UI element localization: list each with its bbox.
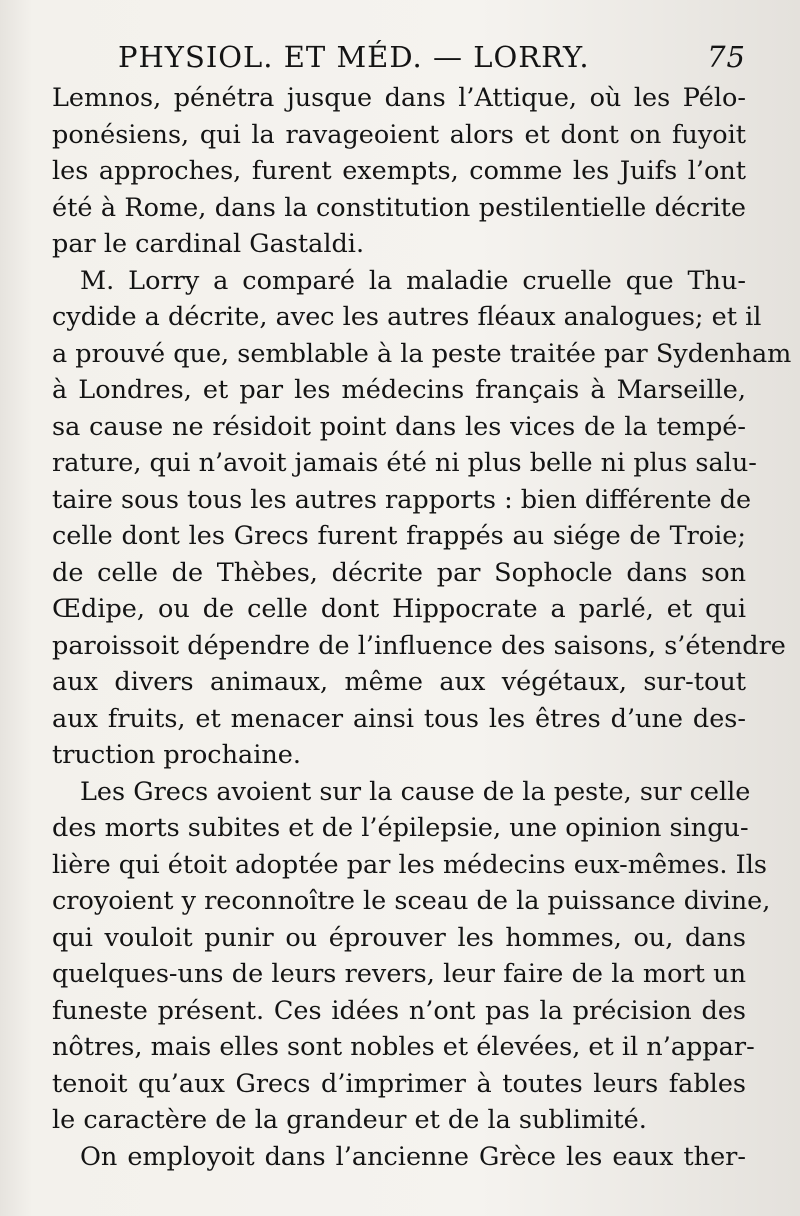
text-line: à Londres, et par les médecins français à Marseille, bbox=[52, 375, 746, 405]
body-text bbox=[52, 80, 792, 1175]
text-line: de celle de Thèbes, décrite par Sophocle dans son bbox=[52, 557, 746, 588]
text-line: sa cause ne résidoit point dans les vices de la tempé- bbox=[52, 411, 746, 442]
text-line: rature, qui n’avoit jamais été ni plus belle ni plus salu- bbox=[52, 448, 757, 478]
text-line: nôtres, mais elles sont nobles et élevées, et il n’appar- bbox=[52, 1032, 755, 1062]
text-line: Les Grecs avoient sur la cause de la peste, sur celle bbox=[80, 776, 751, 807]
text-line: a prouvé que, semblable à la peste traitée par Sydenham bbox=[52, 338, 792, 369]
text-line: les approches, furent exempts, comme les Juifs l’ont bbox=[52, 156, 746, 186]
text-line: qui vouloit punir ou éprouver les hommes, ou, dans bbox=[52, 922, 746, 953]
text-line: M. Lorry a comparé la maladie cruelle que Thu- bbox=[80, 265, 746, 296]
text-line: ponésiens, qui la ravageoient alors et dont on fuyoit bbox=[52, 119, 746, 150]
text-line: aux divers animaux, même aux végétaux, sur-tout bbox=[52, 667, 746, 697]
text-line: par le cardinal Gastaldi. bbox=[52, 229, 365, 259]
text-line: Lemnos, pénétra jusque dans l’Attique, où les Pélo- bbox=[52, 83, 746, 113]
text-line: lière qui étoit adoptée par les médecins eux-mêmes. Ils bbox=[52, 849, 767, 880]
text-line: été à Rome, dans la constitution pestilentielle décrite bbox=[52, 192, 746, 223]
running-title: PHYSIOL. ET MÉD. — LORRY. bbox=[118, 40, 590, 74]
text-line: quelques-uns de leurs revers, leur faire de la mort un bbox=[52, 959, 746, 989]
text-line: paroissoit dépendre de l’influence des saisons, s’étendre bbox=[52, 630, 786, 661]
text-line: funeste présent. Ces idées n’ont pas la précision des bbox=[52, 995, 746, 1026]
page-number: 75 bbox=[707, 40, 746, 74]
text-line: aux fruits, et menacer ainsi tous les êtres d’une des- bbox=[52, 703, 746, 734]
text-line: truction prochaine. bbox=[52, 740, 301, 770]
text-line: taire sous tous les autres rapports : bien différente de bbox=[52, 484, 752, 515]
text-line: croyoient y reconnoître le sceau de la puissance divine, bbox=[52, 886, 771, 916]
text-line: On employoit dans l’ancienne Grèce les eaux ther- bbox=[80, 1141, 746, 1172]
text-line: Œdipe, ou de celle dont Hippocrate a parlé, et qui bbox=[52, 594, 746, 624]
text-line: celle dont les Grecs furent frappés au siége de Troie; bbox=[52, 521, 746, 551]
text-line: cydide a décrite, avec les autres fléaux analogues; et il bbox=[52, 302, 762, 332]
running-header bbox=[118, 40, 746, 84]
text-line: tenoit qu’aux Grecs d’imprimer à toutes leurs fables bbox=[52, 1068, 746, 1099]
text-line: des morts subites et de l’épilepsie, une opinion singu- bbox=[52, 813, 749, 843]
text-line: le caractère de la grandeur et de la sublimité. bbox=[52, 1105, 647, 1135]
